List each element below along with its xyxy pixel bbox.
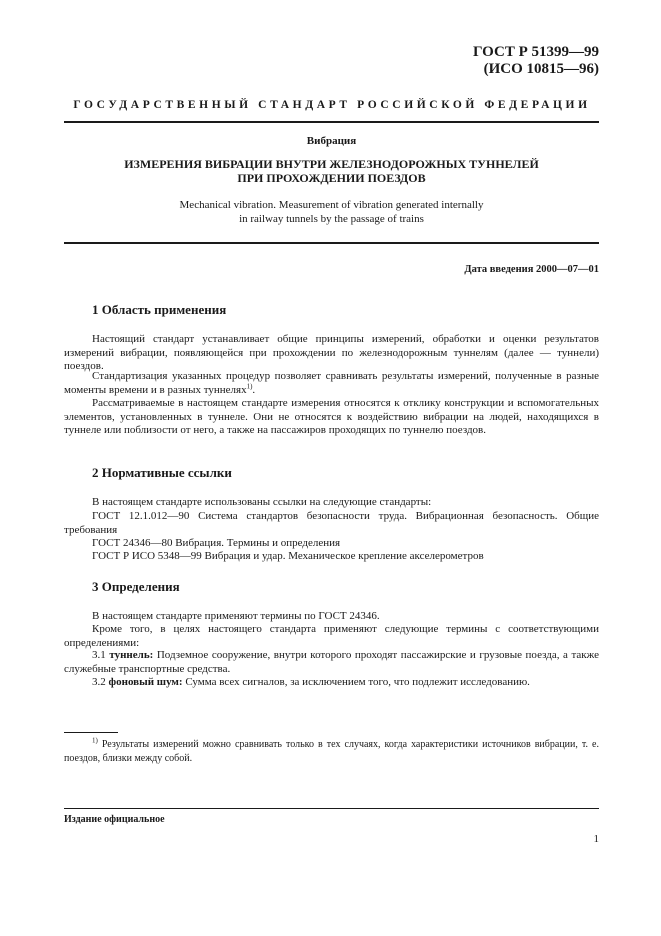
footnote: [64, 738, 599, 765]
definition-tunnel: [64, 649, 599, 676]
introduction-date: Дата введения 2000—07—01: [464, 264, 599, 275]
section-2-intro: В настоящем стандарте использованы ссылки на следующие стандарты:: [92, 496, 432, 508]
paragraph-2-end: .: [252, 383, 256, 396]
normative-reference-2: ГОСТ 24346—80 Вибрация. Термины и определения: [92, 537, 341, 549]
standard-topic: Вибрация: [306, 135, 357, 147]
title-divider: [64, 242, 599, 244]
footer-divider: [64, 808, 599, 809]
section-1-paragraph-3: Рассматриваемые в настоящем стандарте измерения относятся к отклику конструкции и вспомогательных элементов, установленных в туннеле. Они не относятся к воздействию вибрации на людей, находящихся в туннеле или поблизости от него, а также на пассажиров проходящих по туннелю поездов.: [64, 397, 599, 436]
definition-2-number: 3.2: [92, 676, 106, 688]
definition-2-text: Сумма всех сигналов, за исключением того, что подлежит исследованию.: [182, 676, 530, 688]
english-title-line-2: in railway tunnels by the passage of trains: [239, 213, 424, 225]
english-title-line-1: Mechanical vibration. Measurement of vibration generated internally: [179, 199, 484, 211]
normative-reference-1: ГОСТ 12.1.012—90 Система стандартов безопасности труда. Вибрационная безопасность. Общие требования: [64, 510, 599, 536]
section-2-heading: 2 Нормативные ссылки: [92, 465, 232, 480]
footnote-mark: 1): [92, 736, 98, 745]
section-3-paragraph-1: В настоящем стандарте применяют термины по ГОСТ 24346.: [92, 610, 380, 622]
definition-1-number: 3.1: [92, 649, 106, 661]
state-standard-banner: ГОСУДАРСТВЕННЫЙ СТАНДАРТ РОССИЙСКОЙ ФЕДЕРАЦИИ: [73, 99, 591, 111]
definition-2-term: фоновый шум:: [108, 676, 183, 688]
section-1-heading: 1 Область применения: [92, 302, 227, 317]
top-divider: [64, 121, 599, 123]
definition-background-noise: [64, 676, 599, 690]
footnote-reference[interactable]: 1): [246, 381, 253, 390]
definition-1-text: Подземное сооружение, внутри которого проходят пассажирские и грузовые поезда, а также служебные транспортные средства.: [64, 649, 599, 675]
footnote-divider: [64, 732, 118, 733]
footnote-text: Результаты измерений можно сравнивать только в тех случаях, когда характеристики источников вибрации, т. е. поездов, близки между собой.: [64, 739, 599, 764]
normative-reference-3: ГОСТ Р ИСО 5348—99 Вибрация и удар. Механическое крепление акселерометров: [92, 550, 484, 562]
iso-number: (ИСО 10815—96): [483, 61, 599, 77]
section-1-paragraph-1: Настоящий стандарт устанавливает общие принципы измерений, обработки и оценки результатов измерений вибрации, появляющейся при прохождении по железнодорожным туннелям (далее — туннели) поездов.: [64, 333, 599, 372]
gost-designation: [473, 44, 599, 78]
official-edition-label: Издание официальное: [64, 814, 165, 825]
english-title: [64, 198, 599, 226]
title-line-2: ПРИ ПРОХОЖДЕНИИ ПОЕЗДОВ: [237, 171, 426, 185]
page-number: 1: [593, 833, 599, 845]
definition-1-term: туннель:: [109, 649, 154, 661]
section-1-paragraph-2: [64, 370, 599, 397]
section-3-heading: 3 Определения: [92, 579, 180, 594]
section-3-paragraph-2: Кроме того, в целях настоящего стандарта применяют следующие термины с соответствующими определениями:: [64, 623, 599, 649]
standard-title: [64, 157, 599, 185]
gost-number: ГОСТ Р 51399—99: [472, 44, 599, 60]
title-line-1: ИЗМЕРЕНИЯ ВИБРАЦИИ ВНУТРИ ЖЕЛЕЗНОДОРОЖНЫХ ТУННЕЛЕЙ: [124, 157, 539, 171]
paragraph-2-text: Стандартизация указанных процедур позволяет сравнивать результаты измерений, полученные в разные моменты времени и в разных туннелях: [64, 370, 599, 396]
